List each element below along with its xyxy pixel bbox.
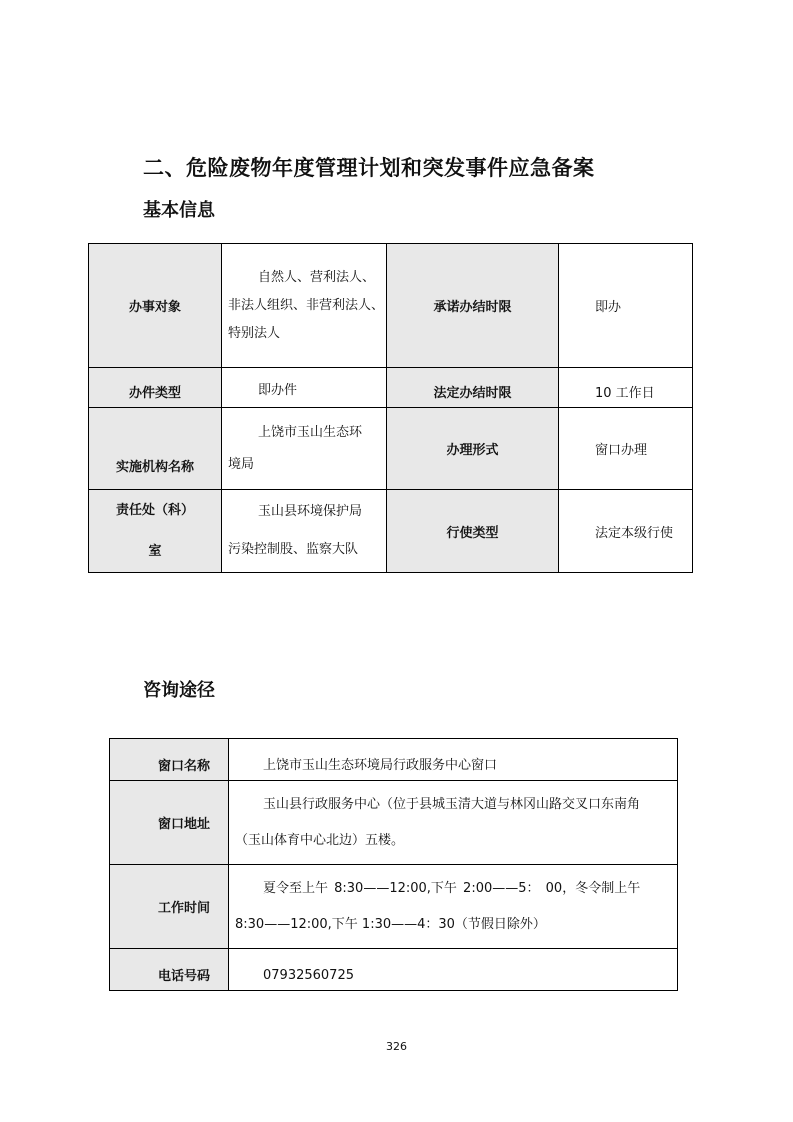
value-line: 8:30——12:00,下午 1:30——4：30（节假日除外） [235, 916, 546, 932]
label-cell [89, 490, 222, 573]
label-line: 责任处（科） [115, 503, 194, 518]
value-cell [229, 949, 678, 991]
value-line: 玉山县环境保护局 [258, 504, 363, 519]
table-row [89, 408, 693, 490]
label-cell: 承诺办结时限 [387, 244, 559, 368]
consult-table [109, 738, 678, 991]
value-cell [222, 408, 387, 490]
table-row [110, 949, 678, 991]
page-title: 二、危险废物年度管理计划和突发事件应急备案 [143, 156, 595, 180]
table-row [89, 368, 693, 408]
basic-info-table [88, 243, 693, 573]
label-cell: 实施机构名称 [89, 408, 222, 490]
value-cell [222, 244, 387, 368]
table-row [110, 865, 678, 949]
value-cell: 即办 [559, 244, 693, 368]
label-cell: 法定办结时限 [387, 368, 559, 408]
value-line: 夏令至上午 8:30——12:00,下午 2:00——5： 00，冬令制上午 [263, 880, 641, 896]
value-line: 污染控制股、监察大队 [228, 542, 359, 557]
value-cell [222, 490, 387, 573]
table-row [110, 739, 678, 781]
table-row [89, 244, 693, 368]
label-cell: 电话号码 [110, 949, 229, 991]
table-row [89, 490, 693, 573]
label-line: 室 [148, 544, 162, 559]
basic-info-heading: 基本信息 [143, 200, 215, 221]
label-cell: 工作时间 [110, 865, 229, 949]
label-cell: 窗口地址 [110, 781, 229, 865]
value-line: （玉山体育中心北边）五楼。 [235, 832, 405, 848]
value-cell [229, 781, 678, 865]
label-cell: 行使类型 [387, 490, 559, 573]
value-line: 自然人、营利法人、 [258, 269, 376, 285]
value-cell [222, 368, 387, 408]
label-cell: 窗口名称 [110, 739, 229, 781]
value-cell: 法定本级行使 [559, 490, 693, 573]
value-line: 上饶市玉山生态环境局行政服务中心窗口 [263, 758, 498, 773]
value-cell: 10 工作日 [559, 368, 693, 408]
value-line: 上饶市玉山生态环 [258, 424, 363, 440]
label-cell: 办事对象 [89, 244, 222, 368]
value-line: 07932560725 [263, 968, 354, 983]
value-line: 特别法人 [228, 325, 281, 341]
label-cell: 办理形式 [387, 408, 559, 490]
label-cell: 办件类型 [89, 368, 222, 408]
value-cell [229, 739, 678, 781]
value-cell [229, 865, 678, 949]
value-line: 境局 [228, 456, 255, 472]
value-line: 即办件 [258, 383, 298, 398]
value-line: 玉山县行政服务中心（位于县城玉清大道与林冈山路交叉口东南角 [263, 796, 641, 812]
value-line: 非法人组织、非营利法人、 [228, 297, 385, 313]
value-cell: 窗口办理 [559, 408, 693, 490]
page-number: 326 [386, 1040, 407, 1053]
table-row [110, 781, 678, 865]
consult-heading: 咨询途径 [143, 680, 215, 701]
